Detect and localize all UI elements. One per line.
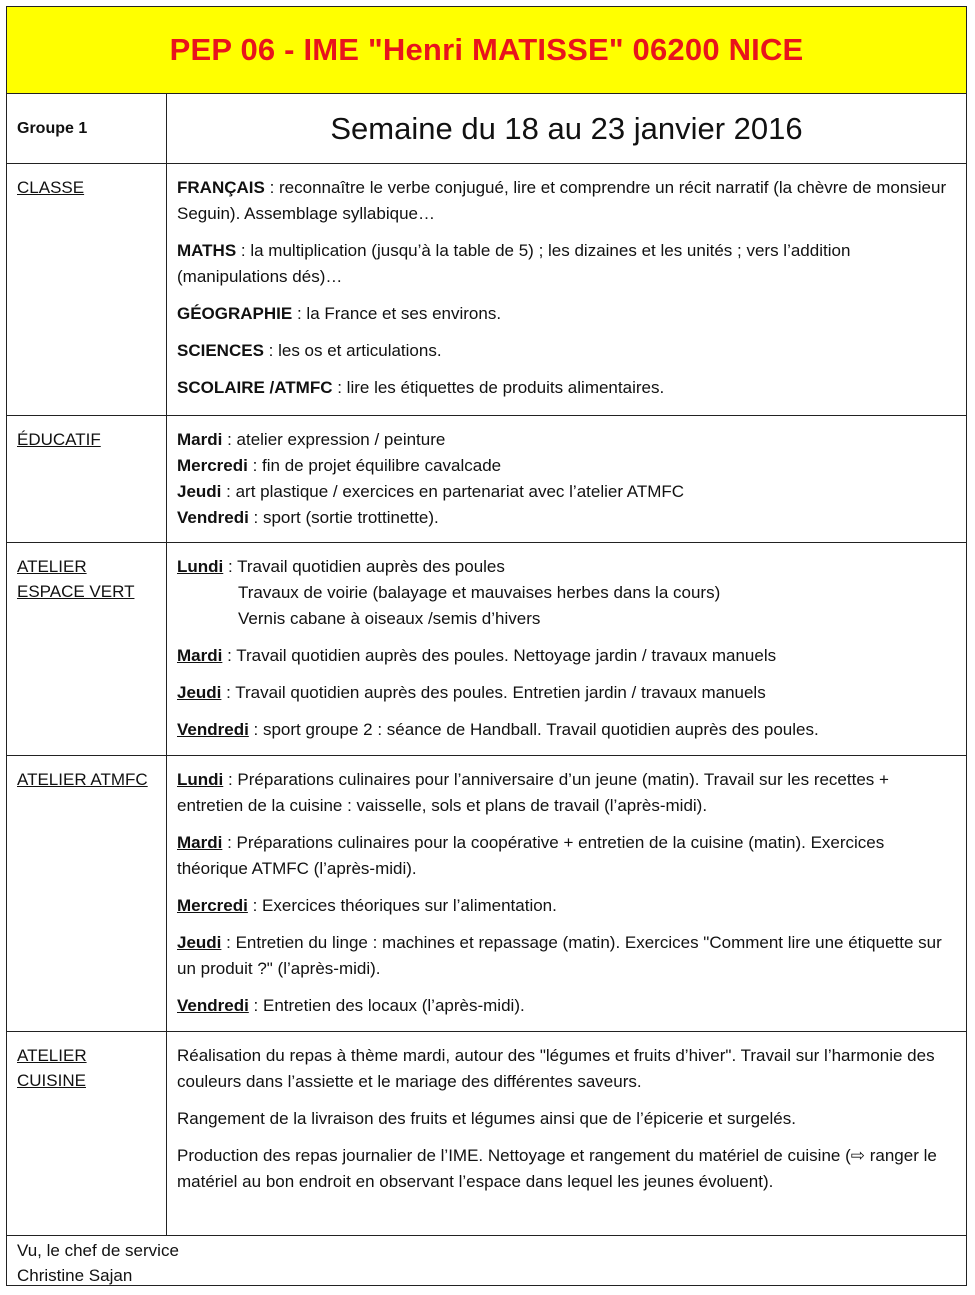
subject-text: : lire les étiquettes de produits alimentaires.	[332, 378, 665, 397]
atmfc-row	[7, 756, 966, 1032]
cuisine-cell	[7, 1032, 167, 1235]
day-text: : Préparations culinaires pour la coopérative + entretien de la cuisine (matin). Exercices théorique ATMFC (l’après-midi).	[177, 833, 885, 878]
atmfc-content	[167, 756, 966, 1031]
cuisine-paragraph-3: Production des repas journalier de l’IME. Nettoyage et rangement du matériel de cuisine (⇨ ranger le matériel au bon endroit en observant l’espace dans lequel les jeunes évoluent).	[177, 1146, 937, 1191]
day-text: : sport groupe 2 : séance de Handball. Travail quotidien auprès des poules.	[248, 720, 819, 739]
educatif-row	[7, 416, 966, 543]
classe-cell	[7, 164, 167, 415]
subject-key: MATHS	[177, 241, 237, 260]
subject-text: : la France et ses environs.	[292, 304, 502, 323]
atmfc-item-jeudi	[177, 930, 956, 982]
week-cell	[167, 94, 966, 163]
day-key: Mercredi	[177, 456, 248, 475]
atmfc-item-lundi	[177, 767, 956, 819]
group-label: Groupe 1	[17, 119, 88, 137]
document-title: PEP 06 - IME "Henri MATISSE" 06200 NICE	[169, 32, 804, 67]
classe-item-maths	[177, 238, 956, 290]
educatif-cell	[7, 416, 167, 542]
classe-item-sciences	[177, 338, 956, 364]
day-text: : Préparations culinaires pour l’anniversaire d’un jeune (matin). Travail sur les recettes + entretien de la cuisine : vaisselle, sols et plans de travail (l’après-midi).	[177, 770, 889, 815]
day-key: Vendredi	[177, 508, 249, 527]
espace-vert-row	[7, 543, 966, 756]
cuisine-paragraph-1: Réalisation du repas à thème mardi, autour des "légumes et fruits d’hiver". Travail sur l’harmonie des couleurs dans l’assiette et le mariage des différentes saveurs.	[177, 1046, 935, 1091]
educatif-item-mardi	[177, 427, 956, 453]
subject-key: SCOLAIRE /ATMFC	[177, 378, 333, 397]
day-text: : Travail quotidien auprès des poules	[223, 557, 505, 576]
cuisine-row	[7, 1032, 966, 1236]
subject-text: : la multiplication (jusqu’à la table de 5) ; les dizaines et les unités ; vers l’addition (manipulations dés)…	[177, 241, 851, 286]
signature-name: Christine Sajan	[17, 1266, 133, 1285]
espace-vert-item-jeudi	[177, 680, 956, 706]
subject-key: GÉOGRAPHIE	[177, 304, 293, 323]
day-key: Mardi	[177, 833, 223, 852]
day-key: Jeudi	[177, 933, 222, 952]
document-header	[7, 7, 966, 94]
classe-label: CLASSE	[17, 178, 85, 197]
day-text-line: Travaux de voirie (balayage et mauvaises herbes dans la cours)	[238, 583, 721, 602]
signature-line-1: Vu, le chef de service	[17, 1241, 179, 1260]
atmfc-item-vendredi	[177, 993, 956, 1019]
espace-vert-cell	[7, 543, 167, 755]
espace-vert-item-mardi	[177, 643, 956, 669]
day-key: Mercredi	[177, 896, 248, 915]
atmfc-item-mardi	[177, 830, 956, 882]
group-row	[7, 94, 966, 164]
espace-vert-item-vendredi	[177, 717, 956, 743]
classe-row	[7, 164, 966, 416]
day-key: Mardi	[177, 646, 223, 665]
atmfc-cell	[7, 756, 167, 1031]
subject-key: SCIENCES	[177, 341, 264, 360]
educatif-item-mercredi	[177, 453, 956, 479]
day-text-line: Vernis cabane à oiseaux /semis d’hivers	[238, 609, 541, 628]
educatif-item-vendredi	[177, 505, 956, 531]
subject-text: : reconnaître le verbe conjugué, lire et comprendre un récit narratif (la chèvre de monsieur Seguin). Assemblage syllabique…	[177, 178, 947, 223]
classe-content	[167, 164, 966, 415]
day-key: Lundi	[177, 770, 224, 789]
day-text: : Travail quotidien auprès des poules. Entretien jardin / travaux manuels	[221, 683, 766, 702]
day-key: Vendredi	[177, 720, 249, 739]
day-key: Lundi	[177, 557, 224, 576]
espace-vert-label-line2: ESPACE VERT	[17, 582, 135, 601]
day-text: : fin de projet équilibre cavalcade	[247, 456, 502, 475]
day-key: Mardi	[177, 430, 223, 449]
espace-vert-item-lundi	[177, 554, 956, 632]
espace-vert-content	[167, 543, 966, 755]
day-text: : sport (sortie trottinette).	[248, 508, 439, 527]
educatif-label: ÉDUCATIF	[17, 430, 101, 449]
day-text: : Travail quotidien auprès des poules. Nettoyage jardin / travaux manuels	[222, 646, 777, 665]
classe-item-francais	[177, 175, 956, 227]
educatif-item-jeudi	[177, 479, 956, 505]
schedule-document	[6, 6, 967, 1286]
subject-text: : les os et articulations.	[263, 341, 442, 360]
espace-vert-label-line1: ATELIER	[17, 557, 87, 576]
cuisine-content	[167, 1032, 966, 1235]
atmfc-item-mercredi	[177, 893, 956, 919]
atmfc-label: ATELIER ATMFC	[17, 770, 148, 789]
day-key: Jeudi	[177, 482, 222, 501]
day-text: : Entretien des locaux (l’après-midi).	[248, 996, 525, 1015]
day-text: : Entretien du linge : machines et repassage (matin). Exercices "Comment lire une étiquette sur un produit ?" (l’après-midi).	[177, 933, 942, 978]
signature-block	[7, 1236, 966, 1290]
day-text: : Exercices théoriques sur l’alimentation.	[247, 896, 557, 915]
cuisine-label-line1: ATELIER	[17, 1046, 87, 1065]
group-cell	[7, 94, 167, 163]
day-text: : art plastique / exercices en partenariat avec l’atelier ATMFC	[221, 482, 685, 501]
cuisine-paragraph-2: Rangement de la livraison des fruits et légumes ainsi que de l’épicerie et surgelés.	[177, 1109, 796, 1128]
classe-item-geographie	[177, 301, 956, 327]
cuisine-label-line2: CUISINE	[17, 1071, 86, 1090]
day-key: Vendredi	[177, 996, 249, 1015]
classe-item-scolaire	[177, 375, 956, 401]
week-title: Semaine du 18 au 23 janvier 2016	[330, 110, 803, 146]
educatif-content	[167, 416, 966, 542]
subject-key: FRANÇAIS	[177, 178, 265, 197]
day-key: Jeudi	[177, 683, 222, 702]
day-text: : atelier expression / peinture	[222, 430, 446, 449]
